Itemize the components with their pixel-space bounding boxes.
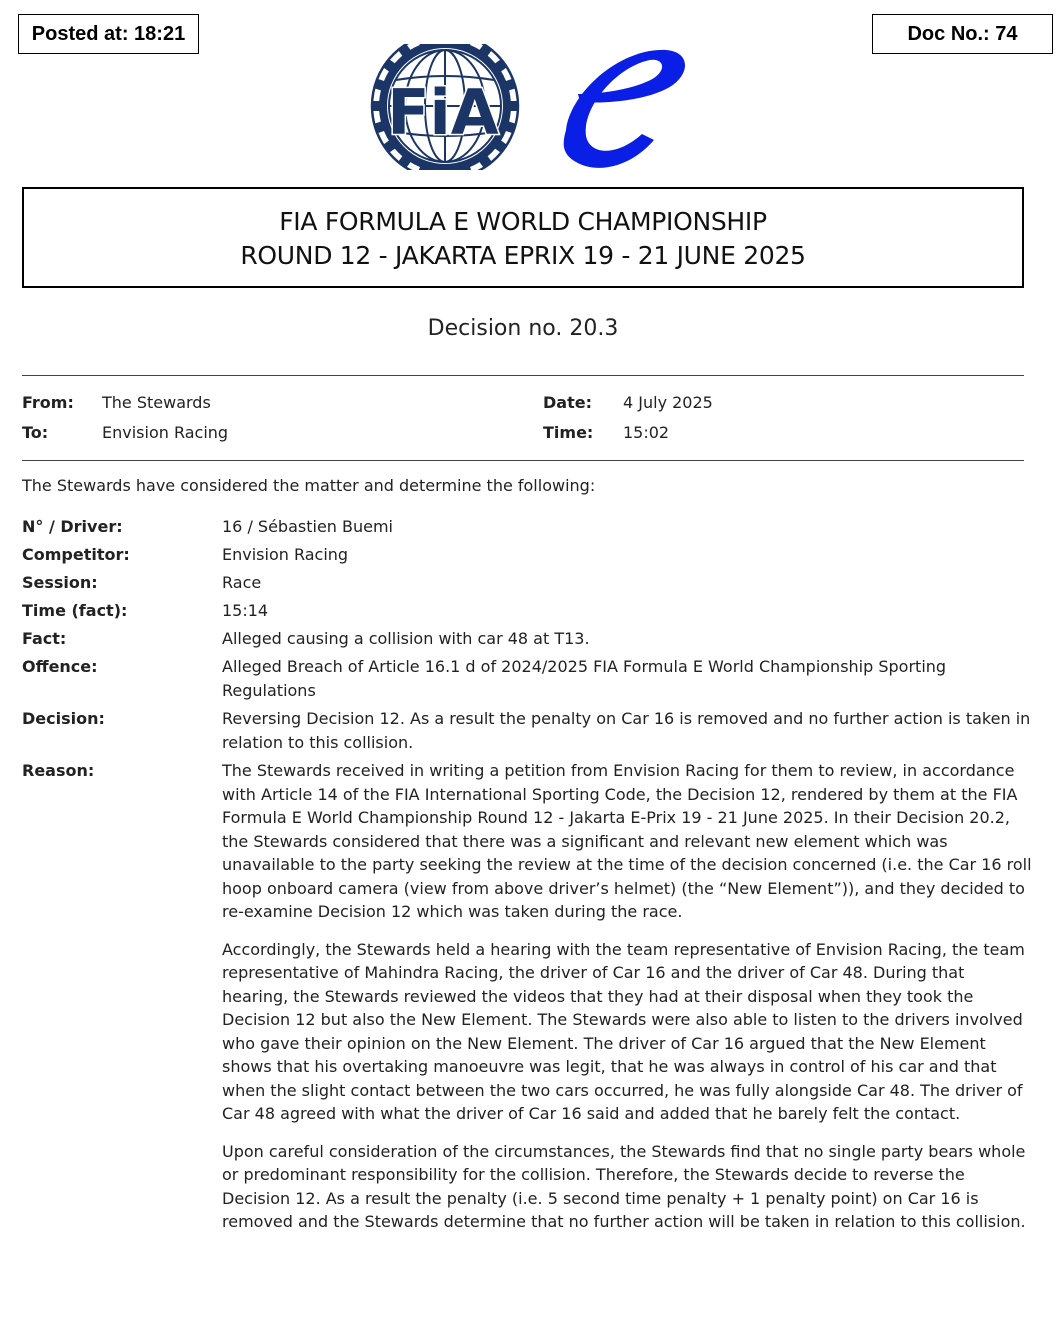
from-value: The Stewards: [102, 393, 211, 412]
field-label: Decision:: [22, 709, 105, 728]
date-value: 4 July 2025: [623, 393, 713, 412]
field-value: Race: [222, 573, 262, 592]
field-label: Offence:: [22, 657, 98, 676]
field-value: 15:14: [222, 601, 269, 620]
field-label: Fact:: [22, 629, 67, 648]
gear-tooth: [507, 101, 517, 111]
field-time-fact: [22, 599, 1032, 623]
to-value: Envision Racing: [102, 423, 229, 442]
reason-paragraph-1: The Stewards received in writing a petition from Envision Racing for them to review, in accordance with Article 14 of the FIA International Sporting Code, the Decision 12, rendered by them at the FIA Formula E World Championship Round 12 - Jakarta E-Prix 19 - 21 June 2025. In their Decision 20.2, the Stewards considered that there was a significant and relevant new element which was unavailable to the party seeking the review at the time of the decision concerned (i.e. the Car 16 roll hoop onboard camera (view from above driver’s helmet) (the “New Element”)), and they decided to re-examine Decision 12 which was taken during the race.: [222, 761, 1032, 921]
fia-logo: [368, 44, 522, 170]
gear-tooth: [440, 168, 450, 170]
decision-fields: [22, 515, 1032, 1252]
time-value: 15:02: [623, 423, 670, 442]
decision-title: Decision no. 20.3: [427, 316, 619, 341]
fia-formula-e-logos: [356, 44, 692, 170]
from-label: From:: [22, 393, 74, 412]
championship-title-box: [22, 187, 1024, 288]
divider-bottom: [22, 460, 1024, 461]
to-label: To:: [22, 423, 49, 442]
date-label: Date:: [543, 393, 592, 412]
field-offence: [22, 655, 1032, 703]
intro-text: The Stewards have considered the matter and determine the following:: [22, 476, 596, 495]
reason-paragraph-3: Upon careful consideration of the circumstances, the Stewards find that no single party bears whole or predominant responsibility for the collision. Therefore, the Stewards decide to reverse the Decision 12. As a result the penalty (i.e. 5 second time penalty + 1 penalty point) on Car 16 is removed and the Stewards determine that no further action will be taken in relation to this collision.: [222, 1141, 1026, 1231]
divider-top: [22, 375, 1024, 376]
event-title: ROUND 12 - JAKARTA EPRIX 19 - 21 JUNE 2025: [240, 241, 806, 270]
doc-number-text: Doc No.: 74: [907, 22, 1018, 45]
field-value: 16 / Sébastien Buemi: [222, 517, 393, 536]
field-label: Time (fact):: [22, 601, 128, 620]
doc-number-stamp: [872, 14, 1053, 54]
field-fact: [22, 627, 1032, 651]
field-value: Alleged Breach of Article 16.1 d of 2024/2025 FIA Formula E World Championship Sporting Regulations: [222, 657, 947, 700]
field-session: [22, 571, 1032, 595]
field-competitor: [22, 543, 1032, 567]
field-label: Competitor:: [22, 545, 130, 564]
field-driver: [22, 515, 1032, 539]
field-label: N° / Driver:: [22, 517, 123, 536]
field-value: Alleged causing a collision with car 48 at T13.: [222, 629, 590, 648]
field-value: Reversing Decision 12. As a result the penalty on Car 16 is removed and no further action is taken in relation to this collision.: [222, 709, 1031, 752]
field-reason: [22, 759, 1032, 1248]
championship-title: FIA FORMULA E WORLD CHAMPIONSHIP: [279, 207, 767, 236]
formula-e-logo: [564, 50, 685, 168]
field-decision: [22, 707, 1032, 755]
field-label: Session:: [22, 573, 98, 592]
field-label: Reason:: [22, 761, 95, 780]
logos: [356, 44, 692, 170]
posted-at-text: Posted at: 18:21: [31, 22, 186, 45]
reason-paragraph-2: Accordingly, the Stewards held a hearing with the team representative of Envision Racing, the team representative of Mahindra Racing, the driver of Car 16 and the driver of Car 48. During that hearing, the Stewards reviewed the videos that they had at their disposal when they took the Decision 12 but also the New Element. The Stewards were also able to listen to the drivers involved who gave their opinion on the New Element. The driver of Car 16 argued that the New Element shows that his overtaking manoeuvre was legit, that he was always in control of his car and that when the slight contact between the two cars occurred, he was fully alongside Car 48. The driver of Car 48 agreed with what the driver of Car 16 said and added that he barely felt the contact.: [222, 939, 1025, 1123]
gear-tooth: [373, 101, 383, 111]
reason-text: [222, 759, 1032, 1248]
fia-logo-text: FiA: [387, 76, 499, 149]
time-label: Time:: [543, 423, 594, 442]
field-value: Envision Racing: [222, 545, 349, 564]
posted-at-stamp: [18, 14, 199, 54]
